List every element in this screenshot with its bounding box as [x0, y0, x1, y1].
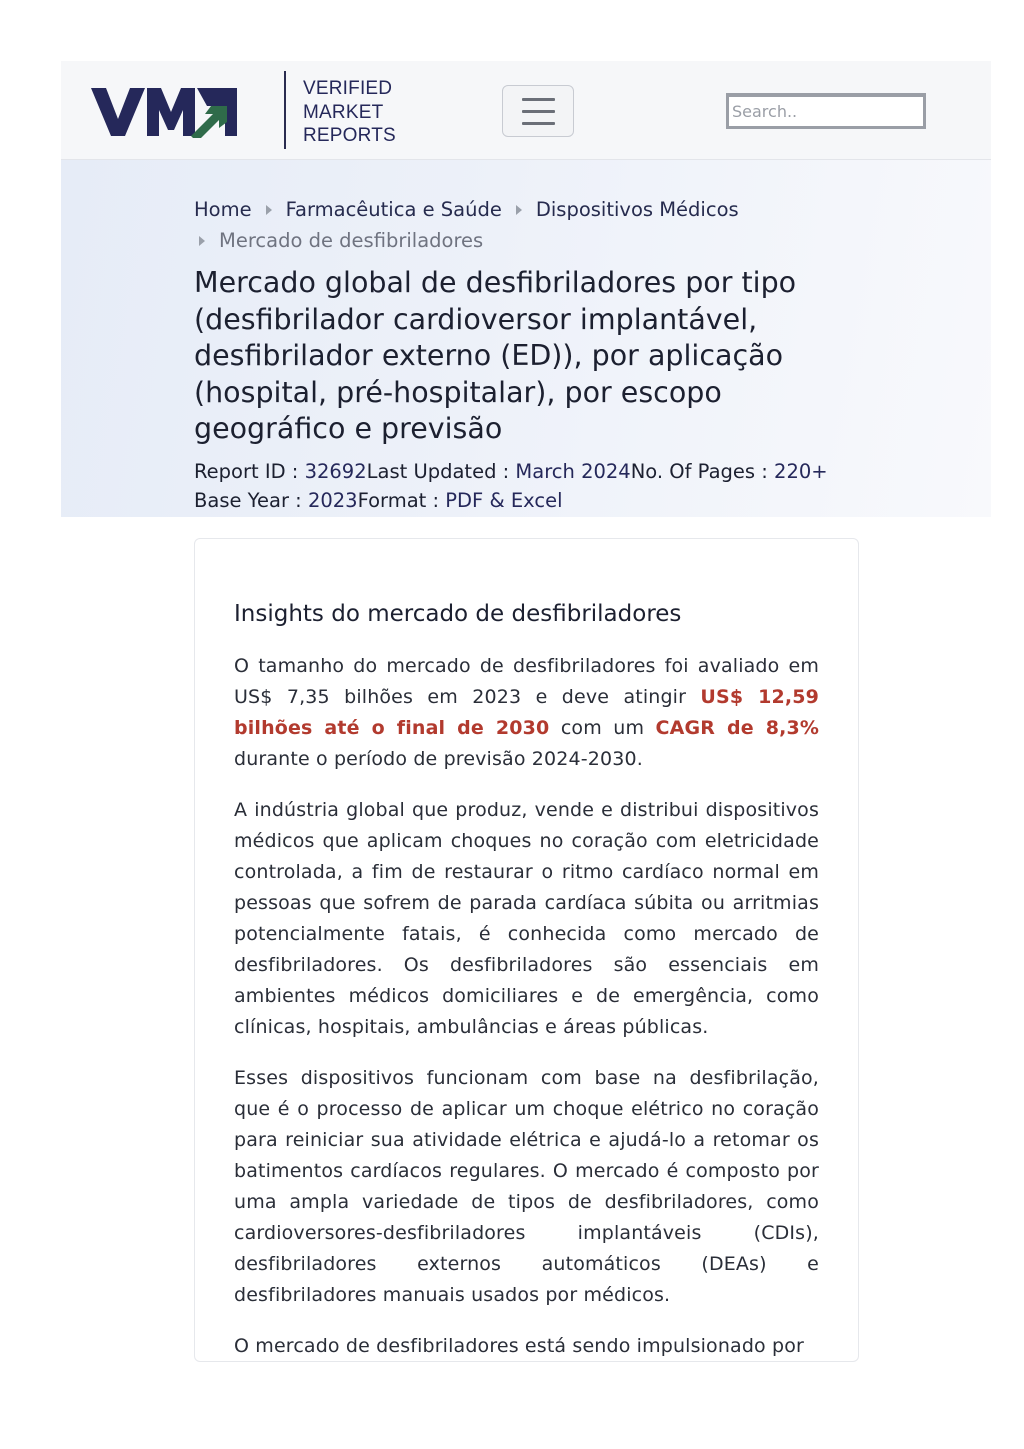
site-header: [61, 61, 991, 160]
format-label: Format :: [357, 489, 446, 512]
logo-wordmark: [303, 77, 423, 148]
pages-label: No. Of Pages :: [630, 460, 775, 483]
p1-text-c: durante o período de previsão 2024-2030.: [234, 748, 643, 770]
breadcrumb-home[interactable]: Home: [194, 198, 252, 221]
logo-line-reports: REPORTS: [303, 125, 396, 146]
search-input[interactable]: [726, 93, 926, 129]
p1-text-a: O tamanho do mercado de desfibriladores foi avaliado em US$ 7,35 bilhões em 2023 e deve atingir: [234, 655, 819, 708]
last-updated-label: Last Updated :: [366, 460, 516, 483]
vmr-logo[interactable]: [91, 71, 396, 151]
breadcrumb-pharma-health[interactable]: Farmacêutica e Saúde: [285, 198, 502, 221]
report-id-label: Report ID :: [194, 460, 305, 483]
p1-highlight-cagr: CAGR de 8,3%: [655, 717, 820, 739]
p1-highlight-market-value: US$ 12,59 bilhões até o final de 2030: [234, 686, 819, 739]
breadcrumb-separator-icon: [516, 205, 522, 215]
insights-paragraph-1: [234, 651, 819, 775]
vmr-logo-mark: [91, 86, 239, 138]
breadcrumb-current: Mercado de desfibriladores: [219, 229, 484, 252]
report-id-value: 32692: [304, 460, 367, 483]
report-meta: [194, 457, 854, 515]
base-year-value: 2023: [307, 489, 358, 512]
breadcrumb-separator-icon: [266, 205, 272, 215]
logo-line-verified: VERIFIED: [303, 78, 393, 99]
breadcrumb-separator-icon: [199, 236, 205, 246]
breadcrumb: [194, 194, 814, 256]
insights-heading: Insights do mercado de desfibriladores: [234, 601, 682, 627]
format-value: PDF & Excel: [445, 489, 563, 512]
p1-text-b: com um: [549, 717, 656, 739]
insights-paragraph-2: A indústria global que produz, vende e distribui dispositivos médicos que aplicam choques no coração com eletricidade controlada, a fim de restaurar o ritmo cardíaco normal em pessoas que sofrem de parada cardíaca súbita ou arritmias potencialmente fatais, é conhecida como mercado de desfibriladores. Os desfibriladores são essenciais em ambientes médicos domiciliares e de emergência, como clínicas, hospitais, ambulâncias e áreas públicas.: [234, 799, 819, 1038]
pages-value: 220+: [774, 460, 828, 483]
insights-body: [234, 651, 819, 1362]
report-hero: [61, 160, 991, 517]
breadcrumb-medical-devices[interactable]: Dispositivos Médicos: [535, 198, 739, 221]
base-year-label: Base Year :: [194, 489, 308, 512]
logo-line-market: MARKET: [303, 101, 384, 123]
page-title: Mercado global de desfibriladores por tipo (desfibrilador cardioversor implantável, desfibrilador externo (ED)), por aplicação (hospital, pré-hospitalar), por escopo geográfico e previsão: [194, 266, 797, 445]
menu-toggle-button[interactable]: [502, 85, 574, 137]
last-updated-value: March 2024: [515, 460, 631, 483]
insights-card: [194, 538, 859, 1362]
logo-divider: [284, 71, 286, 149]
insights-paragraph-4: O mercado de desfibriladores está sendo impulsionado por: [234, 1335, 804, 1357]
insights-paragraph-3: Esses dispositivos funcionam com base na desfibrilação, que é o processo de aplicar um choque elétrico no coração para reiniciar sua atividade elétrica e ajudá-lo a retomar os batimentos cardíacos regulares. O mercado é composto por uma ampla variedade de tipos de desfibriladores, como cardioversores-desfibriladores implantáveis (CDIs), desfibriladores externos automáticos (DEAs) e desfibriladores manuais usados por médicos.: [234, 1067, 819, 1306]
